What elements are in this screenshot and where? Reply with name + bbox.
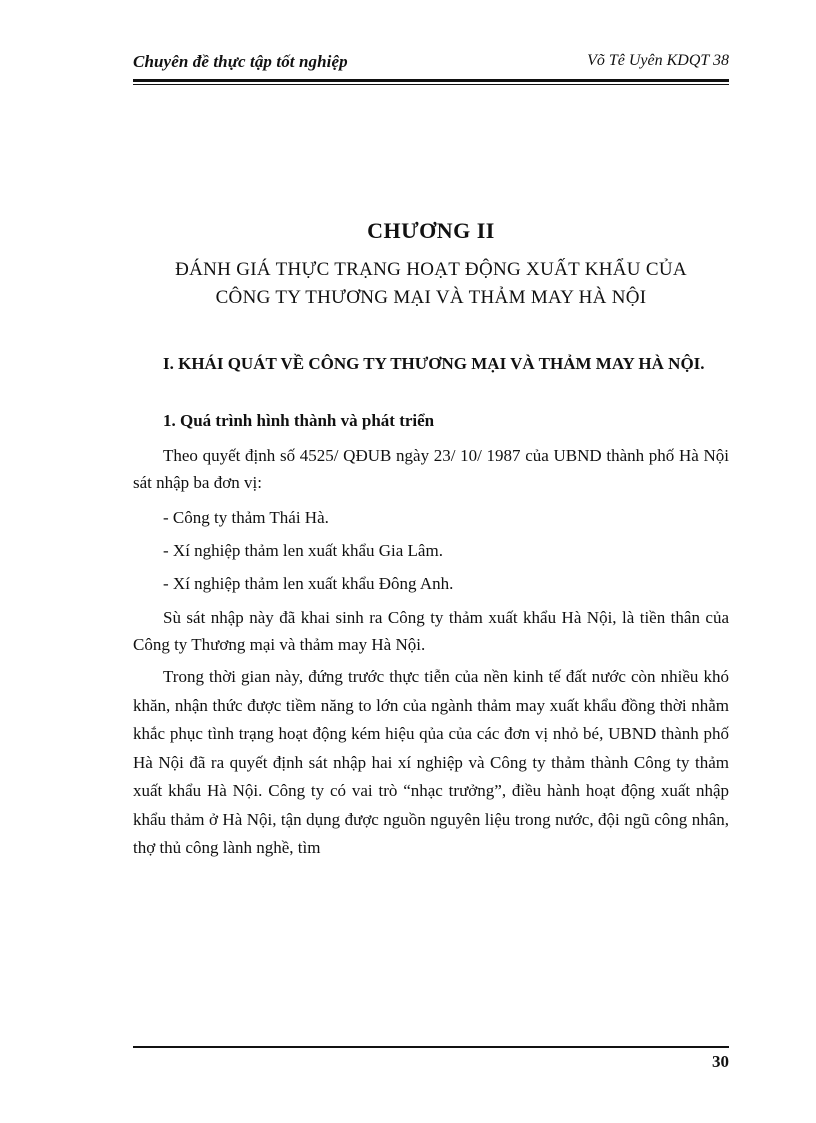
header-document-title: Chuyên đề thực tập tốt nghiệp bbox=[133, 52, 348, 71]
subsection-heading: 1. Quá trình hình thành và phát triển bbox=[163, 411, 435, 430]
page-number: 30 bbox=[712, 1052, 729, 1071]
list-item: - Xí nghiệp thảm len xuất khẩu Đông Anh. bbox=[163, 574, 454, 593]
paragraph-merger: Sù sát nhập này đã khai sinh ra Công ty thảm xuất khẩu Hà Nội, là tiền thân của Công ty Thương mại và thảm may Hà Nội. bbox=[133, 608, 729, 654]
list-item: - Công ty thảm Thái Hà. bbox=[163, 508, 329, 527]
chapter-title-line-1: ĐÁNH GIÁ THỰC TRẠNG HOẠT ĐỘNG XUẤT KHẨU CỦA bbox=[175, 259, 687, 280]
chapter-title-line-2: CÔNG TY THƯƠNG MẠI VÀ THẢM MAY HÀ NỘI bbox=[215, 287, 647, 308]
paragraph-context: Trong thời gian này, đứng trước thực tiễn của nền kinh tế đất nước còn nhiều khó khăn, nhận thức được tiềm năng to lớn của ngành thảm may xuất khẩu đồng thời nhằm khắc phục tình trạng hoạt động kém hiệu qủa của các đơn vị nhỏ bé, UBND thành phố Hà Nội đã ra quyết định sát nhập hai xí nghiệp và Công ty thảm thành Công ty thảm xuất khẩu Hà Nội. Công ty có vai trò “nhạc trưởng”, điều hành hoạt động xuất nhập khẩu thảm ở Hà Nội, tận dụng được nguồn nguyên liệu trong nước, đội ngũ công nhân, thợ thủ công lành nghề, tìm bbox=[133, 667, 729, 857]
paragraph-decision: Theo quyết định số 4525/ QĐUB ngày 23/ 10/ 1987 của UBND thành phố Hà Nội sát nhập ba đơn vị: bbox=[133, 446, 729, 492]
chapter-title bbox=[133, 256, 729, 312]
header-rule-thin bbox=[133, 84, 729, 85]
header-rule bbox=[133, 79, 729, 82]
chapter-number: CHƯƠNG II bbox=[367, 218, 495, 243]
section-heading: I. KHÁI QUÁT VỀ CÔNG TY THƯƠNG MẠI VÀ THẢM MAY HÀ NỘI. bbox=[163, 354, 705, 373]
header-author: Võ Tê Uyên KDQT 38 bbox=[587, 52, 729, 69]
footer-rule bbox=[133, 1046, 729, 1048]
list-item: - Xí nghiệp thảm len xuất khẩu Gia Lâm. bbox=[163, 541, 443, 560]
page-header bbox=[133, 50, 729, 76]
